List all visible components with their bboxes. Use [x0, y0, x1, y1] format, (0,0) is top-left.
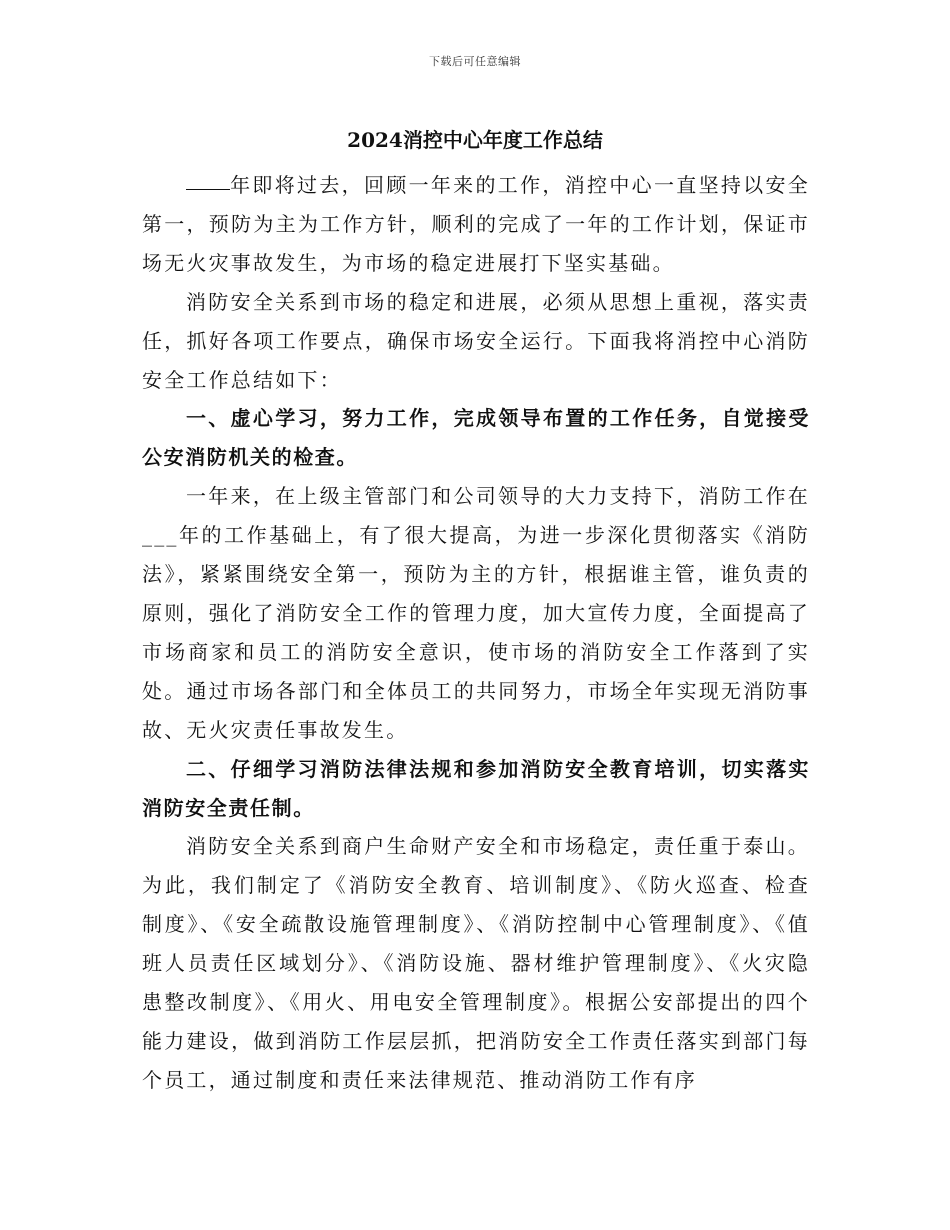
blank-underline [186, 188, 230, 190]
section-heading-2: 二、仔细学习消防法律法规和参加消防安全教育培训，切实落实消防安全责任制。 [142, 756, 810, 820]
section-heading-1: 一、虚心学习，努力工作，完成领导布置的工作任务，自觉接受公安消防机关的检查。 [142, 406, 810, 470]
document-body [142, 166, 810, 1100]
summary-intro-paragraph: 消防安全关系到市场的稳定和进展，必须从思想上重视，落实责任，抓好各项工作要点，确保市场安全运行。下面我将消控中心消防安全工作总结如下： [142, 289, 810, 392]
intro-paragraph: 年即将过去，回顾一年来的工作，消控中心一直坚持以安全第一，预防为主为工作方针，顺利的完成了一年的工作计划，保证市场无火灾事故发生，为市场的稳定进展打下坚实基础。 [142, 173, 810, 275]
document-title: 2024消控中心年度工作总结 [347, 128, 603, 152]
section-1-paragraph: 一年来，在上级主管部门和公司领导的大力支持下，消防工作在___年的工作基础上，有了很大提高，为进一步深化贯彻落实《消防法》，紧紧围绕安全第一，预防为主的方针，根据谁主管，谁负责的原则，强化了消防安全工作的管理力度，加大宣传力度，全面提高了市场商家和员工的消防安全意识，使市场的消防安全工作落到了实处。通过市场各部门和全体员工的共同努力，市场全年实现无消防事故、无火灾责任事故发生。 [142, 484, 810, 742]
header-note: 下载后可任意编辑 [429, 55, 521, 68]
section-2-paragraph: 消防安全关系到商户生命财产安全和市场稳定，责任重于泰山。为此，我们制定了《消防安全教育、培训制度》、《防火巡查、检查制度》、《安全疏散设施管理制度》、《消防控制中心管理制度》、《值班人员责任区域划分》、《消防设施、器材维护管理制度》、《火灾隐患整改制度》、《用火、用电安全管理制度》。根据公安部提出的四个能力建设，做到消防工作层层抓，把消防安全工作责任落实到部门每个员工，通过制度和责任来法律规范、推动消防工作有序 [142, 834, 810, 1092]
